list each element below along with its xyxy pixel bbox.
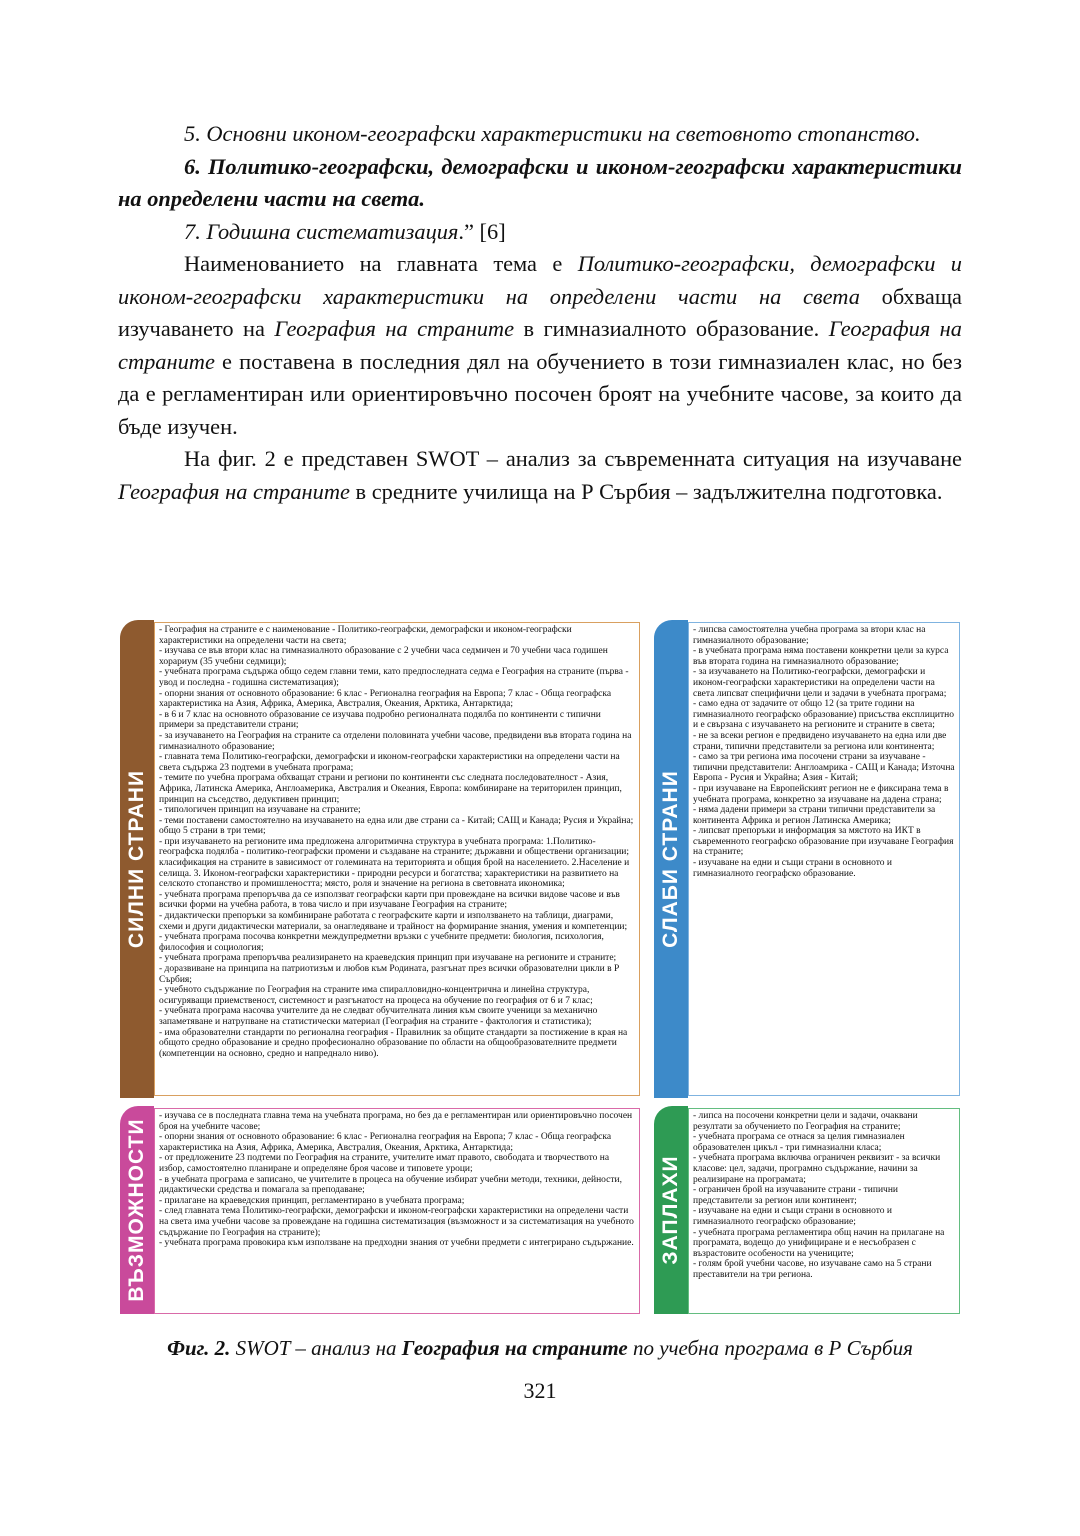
opportunities-box xyxy=(154,1108,640,1314)
p1-italic-1: Политико-географски, демографски и иконом-географски характеристики на определени части на света xyxy=(118,251,962,309)
opportunities-item: - изучава се в последната главна тема на учебната програма, но без да е регламентиран или ориентировъчно посочен броя на учебните часове; xyxy=(159,1111,633,1132)
weaknesses-tab xyxy=(654,620,688,1098)
paragraph-1 xyxy=(118,248,962,443)
weaknesses-box xyxy=(688,622,960,1096)
strengths-item: - темите по учебна програма обхващат страни и региони по континенти със следната последователност - Азия, Африка, Латинска Америка, Англоамерика, Австралия и Океания, Европа: комбиниране на територилен принцип, принцип на съседство, дедуктивен принцип; xyxy=(159,773,622,805)
p1-text-2: обхваща изучаването на xyxy=(118,283,962,341)
strengths-item: - учебното съдържание по География на страните има спиралловидно-концентрична и линейна структура, осигуряващи приемственост, системност и разгънатост на процеса на обучение по география от 6 и 7 клас; xyxy=(159,985,593,1006)
threats-item: - липса на посочени конкретни цели и задачи, очаквани резултати за обучението по География на страните; xyxy=(693,1111,918,1132)
strengths-item: - учебната програма посочва конкретни междупредметни връзки с учебните предмети: биология, психология, философия и социология; xyxy=(159,932,604,953)
opportunities-item: - след главната тема Политико-географски, демографски и иконом-географски характеристики на определени части на света има учебни часове за провеждане на годишна систематизация (възможност и за систематизация на учебното съдържание по География на страните); xyxy=(159,1206,634,1238)
threats-item: - голям брой учебни часове, но изучаване само на 5 страни преставители на три региона. xyxy=(693,1259,932,1280)
p1-italic-2: География на страните xyxy=(274,316,515,341)
threats-item: - изучаване на едни и същи страни в основното и гимназиалното географско образование; xyxy=(693,1206,892,1227)
opportunities-item: - от предложените 23 подтеми по География на страните, учителите имат правото, свободата и творчеството на избор, самостоятелно планиране и определяне броя часове и типовете уроци; xyxy=(159,1153,610,1174)
opportunities-label: ВЪЗМОЖНОСТИ xyxy=(125,1118,148,1302)
opportunities-item: - в учебната програма е записано, че учителите в процеса на обучение избират учебни методи, техники, дейности, дидактически средства и помагала за преподаване; xyxy=(159,1174,622,1196)
threats-item: - учебната програма включва ограничен реквизит - за всички класове: цел, задачи, програмно съдържание, начини за реализиране на програмата; xyxy=(693,1153,941,1185)
p1-italic-3: География на страните xyxy=(118,316,962,374)
p2-text-2: в средните училища на Р Сърбия – задължителна подготовка. xyxy=(349,478,943,504)
p1-text-3: в гимназиалното образование. xyxy=(514,316,829,341)
body-text xyxy=(118,118,962,508)
strengths-item: - главната тема Политико-географски, демографски и иконом-географски характеристики на определени части на света съдържа 23 подтеми в учебната програма; xyxy=(159,752,620,773)
weaknesses-item: - само една от задачите от общо 12 (за трите години на гимназиалното географско образование) присъства експлицитно и е свързана с изучаването на регионите и страните в света; xyxy=(693,699,954,731)
strengths-item: - доразвиване на принципа на патриотизъм и любов към Родината, разгънат през всички образователни цикли в Р Сърбия; xyxy=(159,964,620,985)
strengths-item: - изучава се във втори клас на гимназиалното образование с 2 учебни часа седмичен и 70 учебни часа годишен хорариум (35 учебни седмици); xyxy=(159,646,608,667)
strengths-box xyxy=(154,622,640,1096)
figure-caption xyxy=(118,1334,962,1362)
strengths-item: - учебната програма насочва учителите да не следват обучителната линия към своите ученици за механично запаметяване и натрупване на статистически материал (География на страните - фактология и статистика); xyxy=(159,1006,598,1027)
strengths-item: - География на страните е с наименование - Политико-географски, демографски и иконом-географски характеристики на определени части на света; xyxy=(159,625,572,646)
p1-text-1: Наименованието на главната тема е xyxy=(184,251,578,276)
opportunities-item: - опорни знания от основното образование: 6 клас - Регионална география на Европа; 7 клас - Обща географска характеристика на Азия, Африка, Америка, Австралия, Океания, Арктика, Антарктида; xyxy=(159,1132,612,1153)
weaknesses-item: - за изучаването на Политико-географски, демографски и иконом-географски характеристики на определени части на света липсват специфични цели и задачи в учебната програма; xyxy=(693,667,947,699)
page-number: 321 xyxy=(523,1378,557,1403)
strengths-item: - типологичен принцип на изучаване на страните; xyxy=(159,805,361,816)
strengths-item: - дидактически препоръки за комбиниране работата с географските карти и използването на таблици, диаграми, схеми и други дидактически материали, за онагледяване и трайност на формирание знания, умения и компетенции; xyxy=(159,911,628,932)
list-item-7-title: 7. Годишна систематизация xyxy=(184,218,459,244)
opportunities-item: - учебната програма провокира към използване на предходни знания от учебни предмети с интегрирано съдържание. xyxy=(159,1238,634,1249)
strengths-item: - учебната програма препоръчва да се използват географски карти при провеждане на всички видове часове и във всички форми на учебна работа, в това число и при изучаване География на страните; xyxy=(159,889,620,911)
p2-italic-1: География на страните xyxy=(118,478,350,504)
strengths-item: - има образователни стандарти по регионална география - Правилник за общите стандарти за постижение в края на общото средно образование и средно професионално образование по области на общообразователните предмети (компетенции на основно, средно и напреднало ниво). xyxy=(159,1027,628,1059)
weaknesses-item: - липсват препоръки и информация за мястото на ИКТ в съвременното географско образование при изучаване География на страните; xyxy=(693,826,954,858)
list-item-5: 5. Основни иконом-географски характеристики на световното стопанство. xyxy=(184,121,921,146)
list-item-6: 6. Политико-географски, демографски и иконом-географски характеристики на определени части на света. xyxy=(118,153,962,211)
strengths-item: - в 6 и 7 клас на основното образование се изучава подробно регионалната подялба по континенти с типични примери за представители страни; xyxy=(159,709,601,731)
weaknesses-item: - изучаване на едни и същи страни в основното и гимназиалното географско образование. xyxy=(693,858,892,879)
list-item-7-ref: .” [6] xyxy=(458,218,506,244)
threats-tab xyxy=(654,1106,688,1314)
strengths-item: - теми поставени самостоятелно на изучаването на една или две страни са - Китай; САЩ и Канада; Русия и Украйна; общо 5 страни в три теми; xyxy=(159,815,634,837)
weaknesses-item: - при изучаване на Европейският регион не е фиксирана тема в учебната програма, конкретно за изучаване на дадена страна; xyxy=(693,783,949,805)
opportunities-item: - прилагане на краеведския принцип, регламентирано в учебната програма; xyxy=(159,1195,465,1206)
swot-figure xyxy=(118,620,962,1318)
threats-label: ЗАПЛАХИ xyxy=(659,1155,682,1265)
strengths-item: - за изучаването на География на страните са отделени половината учебни часове, предвидени във втората година на гимназиалното образование; xyxy=(159,730,632,752)
weaknesses-label: СЛАБИ СТРАНИ xyxy=(659,770,682,948)
p2-text-1: На фиг. 2 е представен SWOT – анализ за съвременната ситуация на изучаване xyxy=(184,446,962,471)
weaknesses-item: - липсва самостоятелна учебна програма за втори клас на гимназиалното образование; xyxy=(693,625,926,646)
threats-item: - ограничен брой на изучаваните страни - типични представители за регион или континент; xyxy=(693,1185,898,1206)
weaknesses-item: - само за три региона има посочени страни за изучаване - типични представители: Англоамрика - САЩ и Канада; Източна Европа - Русия и Украйна; Азия - Китай; xyxy=(693,752,955,784)
threats-item: - учебната програма регламентира общ начин на прилагане на програмата, водещо до унифициране и е несъобразен с възрастовите особености на учениците; xyxy=(693,1227,945,1259)
strengths-label: СИЛНИ СТРАНИ xyxy=(125,769,148,949)
caption-figure-number: Фиг. 2. xyxy=(167,1336,231,1360)
caption-bold-title: География на страните xyxy=(401,1336,628,1360)
weaknesses-item: - няма дадени примери за страни типични представители за континента Африка и регион Латинска Америка; xyxy=(693,805,936,826)
strengths-item: - при изучаването на регионите има предложена алгоритмична структура в учебната програма: 1.Политико-географска подялба - политико-географски промени и създаване на страните; държавни и обществени организации; класификация на страните в зависимост от големината на територията и общия брой на населението. 2.Население и селища. 3. Иконом-географски характеристики - природни ресурси и богатства; характеристики на развитието на селското стопанство и промишлеността; място, роля и значение на региона в световната икономика; xyxy=(159,836,630,890)
caption-text-2: по учебна програма в Р Сърбия xyxy=(627,1336,913,1360)
opportunities-tab xyxy=(120,1106,154,1314)
paragraph-2 xyxy=(118,443,962,508)
p1-text-4: е поставена в последния дял на обучението в този гимназиален клас, но без да е регламентиран или ориентировъчно посочен броят на учебните часове, за които да бъде изучен. xyxy=(118,348,962,439)
list-item-7 xyxy=(118,216,962,249)
strengths-item: - учебната програма съдържа общо седем главни теми, като предпоследната седма е География на страните (първа - увод и последна - годишна систематизация); xyxy=(159,667,629,688)
strengths-item: - учебната програма препоръчва реализирането на краеведския принцип при изучаване на регионите и страните; xyxy=(159,953,617,964)
weaknesses-item: - не за всеки регион е предвидено изучаването на една или две страни, типични представители за региона или континента; xyxy=(693,730,947,752)
threats-box xyxy=(688,1108,960,1314)
caption-text-1: SWOT – анализ на xyxy=(230,1336,402,1360)
weaknesses-item: - в учебната програма няма поставени конкретни цели за курса във втората година на гимназиалното образование; xyxy=(693,646,949,667)
strengths-item: - опорни знания от основното образование: 6 клас - Регионална география на Европа; 7 клас - Обща географска характеристика на Азия, Африка, Америка, Австралия, Океания, Арктика, Антарктида; xyxy=(159,688,612,710)
strengths-tab xyxy=(120,620,154,1098)
threats-item: - учебната програма се отнася за целия гимназиален образователен цикъл - три гимназиални класа; xyxy=(693,1132,905,1153)
